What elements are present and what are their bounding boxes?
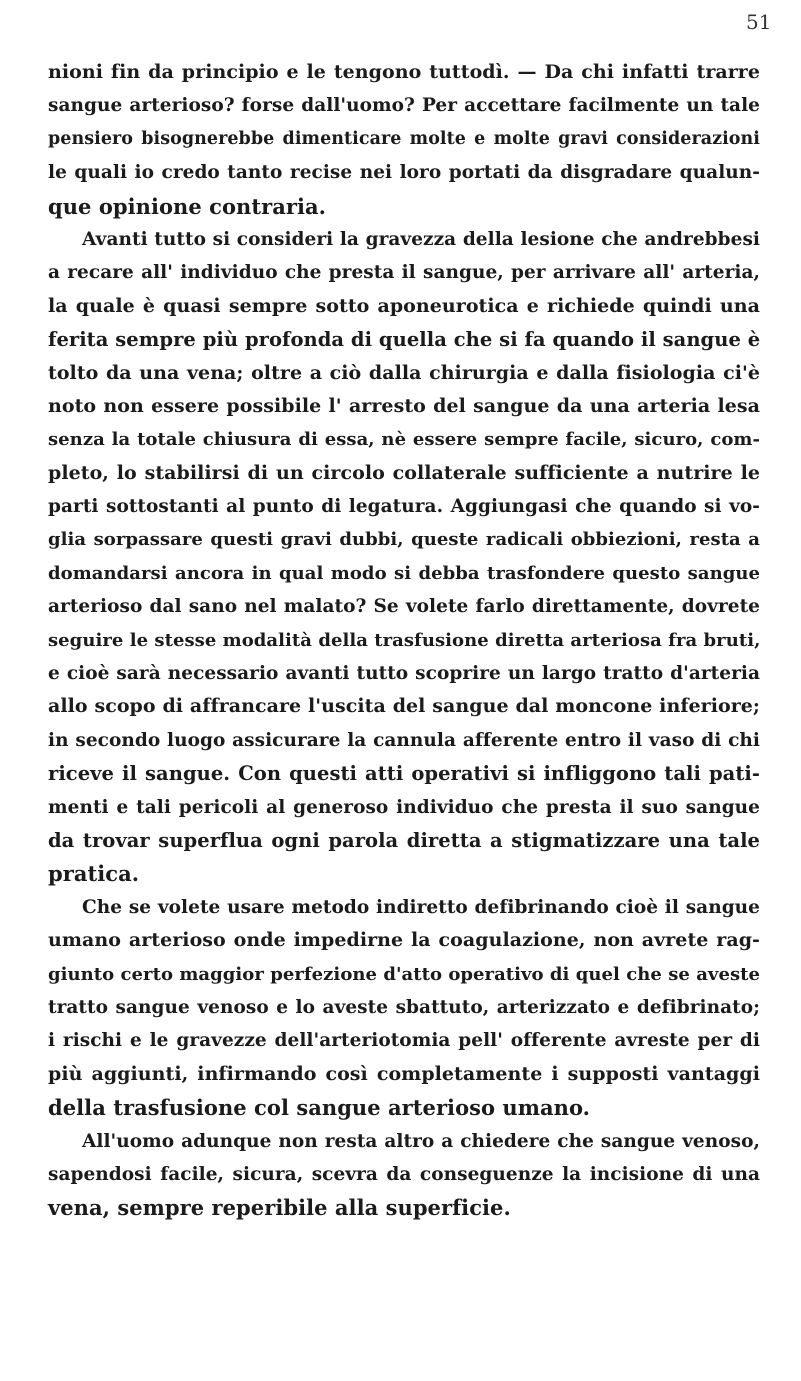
text-line: Avanti tutto si consideri la gravezza della lesione che andrebbesi bbox=[82, 228, 760, 250]
text-line: riceve il sangue. Con questi atti operativi si infliggono tali pati- bbox=[48, 762, 760, 786]
text-line: arterioso dal sano nel malato? Se volete farlo direttamente, dovrete bbox=[48, 596, 760, 618]
text-line: noto non essere possibile l' arresto del sangue da una arteria lesa bbox=[48, 394, 760, 417]
text-line: pratica. bbox=[48, 861, 140, 887]
text-line: tolto da una vena; oltre a ciò dalla chirurgia e dalla fisiologia ci'è bbox=[48, 361, 760, 384]
text-line: que opinione contraria. bbox=[48, 193, 327, 219]
text-line: ferita sempre più profonda di quella che si fa quando il sangue è bbox=[48, 328, 761, 352]
text-line: allo scopo di affrancare l'uscita del sangue dal moncone inferiore; bbox=[48, 695, 760, 718]
text-line: a recare all' individuo che presta il sangue, per arrivare all' arteria, bbox=[48, 262, 760, 284]
text-line: la quale è quasi sempre sotto aponeurotica e richiede quindi una bbox=[48, 294, 760, 317]
text-line: da trovar superflua ogni parola diretta a stigmatizzare una tale bbox=[48, 828, 760, 852]
text-line: più aggiunti, infirmando così completamente i supposti vantaggi bbox=[48, 1062, 760, 1085]
text-line: umano arterioso onde impedirne la coagulazione, non avrete rag- bbox=[48, 929, 760, 952]
text-line: parti sottostanti al punto di legatura. Aggiungasi che quando si vo- bbox=[48, 496, 760, 518]
text-line: pleto, lo stabilirsi di un circolo collaterale sufficiente a nutrire le bbox=[48, 461, 760, 484]
text-line: giunto certo maggior perfezione d'atto operativo di quel che se aveste bbox=[48, 963, 760, 985]
text-line: sapendosi facile, sicura, scevra da conseguenze la incisione di una bbox=[48, 1163, 760, 1185]
text-line: All'uomo adunque non resta altro a chiedere che sangue venoso, bbox=[82, 1130, 760, 1152]
text-line: domandarsi ancora in qual modo si debba trasfondere questo sangue bbox=[48, 562, 760, 584]
page-number: 51 bbox=[746, 10, 772, 34]
text-line: tratto sangue venoso e lo aveste sbattuto, arterizzato e defibrinato; bbox=[48, 996, 760, 1018]
text-line: glia sorpassare questi gravi dubbi, queste radicali obbiezioni, resta a bbox=[48, 529, 760, 551]
text-line: nioni fin da principio e le tengono tuttodì. — Da chi infatti trarre bbox=[48, 61, 760, 83]
text-line: sangue arterioso? forse dall'uomo? Per accettare facilmente un tale bbox=[48, 95, 760, 117]
text-line: Che se volete usare metodo indiretto defibrinando cioè il sangue bbox=[82, 896, 760, 918]
text-line: pensiero bisognerebbe dimenticare molte e molte gravi considerazioni bbox=[48, 128, 760, 149]
text-line: senza la totale chiusura di essa, nè essere sempre facile, sicuro, com- bbox=[48, 429, 760, 451]
text-line: seguire le stesse modalità della trasfusione diretta arteriosa fra bruti, bbox=[48, 629, 761, 651]
text-line: le quali io credo tanto recise nei loro portati da disgradare qualun- bbox=[48, 162, 760, 184]
text-line: i rischi e le gravezze dell'arteriotomia pell' offerente avreste per di bbox=[48, 1030, 760, 1052]
body-text bbox=[48, 56, 760, 1225]
text-line: e cioè sarà necessario avanti tutto scoprire un largo tratto d'arteria bbox=[48, 663, 760, 685]
text-line: vena, sempre reperibile alla superficie. bbox=[48, 1195, 511, 1221]
text-line: della trasfusione col sangue arterioso umano. bbox=[48, 1095, 591, 1121]
text-line: in secondo luogo assicurare la cannula afferente entro il vaso di chi bbox=[48, 729, 760, 751]
text-line: menti e tali pericoli al generoso individuo che presta il suo sangue bbox=[48, 796, 760, 818]
